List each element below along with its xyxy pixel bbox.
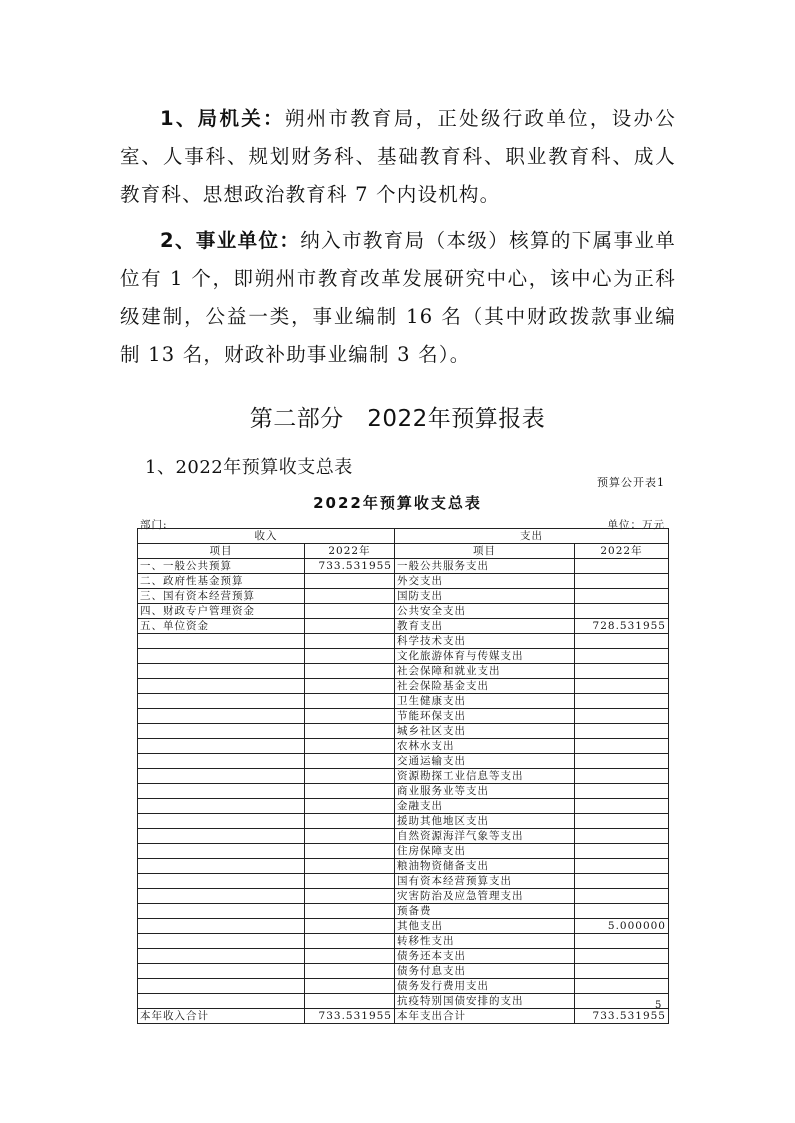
expense-value-cell bbox=[575, 574, 669, 589]
expense-item-cell: 金融支出 bbox=[395, 799, 575, 814]
income-item-cell bbox=[138, 934, 305, 949]
income-value-cell bbox=[305, 784, 395, 799]
income-item-cell bbox=[138, 829, 305, 844]
expense-item-cell: 节能环保支出 bbox=[395, 709, 575, 724]
table-row bbox=[138, 589, 669, 604]
income-item-cell: 五、单位资金 bbox=[138, 619, 305, 634]
income-total-label: 本年收入合计 bbox=[138, 1009, 305, 1024]
income-item-cell bbox=[138, 889, 305, 904]
income-value-cell bbox=[305, 664, 395, 679]
expense-value-cell bbox=[575, 874, 669, 889]
income-value-cell bbox=[305, 694, 395, 709]
sub-title: 1、2022年预算收支总表 bbox=[145, 457, 353, 478]
expense-item-cell: 科学技术支出 bbox=[395, 634, 575, 649]
paragraph-institution bbox=[120, 222, 676, 374]
income-value-cell: 733.531955 bbox=[305, 559, 395, 574]
expense-item-cell: 资源勘探工业信息等支出 bbox=[395, 769, 575, 784]
expense-value-cell: 728.531955 bbox=[575, 619, 669, 634]
expense-value-cell bbox=[575, 754, 669, 769]
income-item-cell bbox=[138, 664, 305, 679]
income-value-cell bbox=[305, 829, 395, 844]
income-value-cell bbox=[305, 934, 395, 949]
expense-item-cell: 债务发行费用支出 bbox=[395, 979, 575, 994]
unit-label: 单位：万元 bbox=[607, 519, 665, 531]
income-item-cell bbox=[138, 679, 305, 694]
expense-item-cell: 转移性支出 bbox=[395, 934, 575, 949]
income-item-cell bbox=[138, 919, 305, 934]
paragraph-institution-label: 2、事业单位： bbox=[160, 229, 301, 252]
expense-item-cell: 社会保障和就业支出 bbox=[395, 664, 575, 679]
table-row bbox=[138, 649, 669, 664]
expense-value-cell bbox=[575, 589, 669, 604]
expense-item-cell: 教育支出 bbox=[395, 619, 575, 634]
income-value-cell bbox=[305, 814, 395, 829]
table-number: 预算公开表1 bbox=[597, 476, 665, 489]
table-row bbox=[138, 634, 669, 649]
income-item-cell bbox=[138, 784, 305, 799]
expense-value-cell bbox=[575, 694, 669, 709]
expense-value-cell bbox=[575, 664, 669, 679]
expense-value-cell bbox=[575, 709, 669, 724]
expense-value-cell bbox=[575, 859, 669, 874]
expense-value-cell bbox=[575, 949, 669, 964]
income-value-cell bbox=[305, 889, 395, 904]
expense-value-cell bbox=[575, 814, 669, 829]
income-value-cell bbox=[305, 799, 395, 814]
table-row bbox=[138, 724, 669, 739]
income-item-cell bbox=[138, 754, 305, 769]
income-item-cell bbox=[138, 814, 305, 829]
table-row bbox=[138, 604, 669, 619]
income-item-cell bbox=[138, 844, 305, 859]
budget-table bbox=[137, 528, 669, 1024]
table-row bbox=[138, 679, 669, 694]
expense-value-cell bbox=[575, 979, 669, 994]
table-row bbox=[138, 799, 669, 814]
table-row bbox=[138, 844, 669, 859]
expense-item-cell: 卫生健康支出 bbox=[395, 694, 575, 709]
income-value-cell bbox=[305, 949, 395, 964]
expense-item-cell: 交通运输支出 bbox=[395, 754, 575, 769]
expense-header: 支出 bbox=[395, 529, 669, 544]
expense-item-cell: 预备费 bbox=[395, 904, 575, 919]
expense-value-cell bbox=[575, 799, 669, 814]
income-value-cell bbox=[305, 619, 395, 634]
expense-value-cell bbox=[575, 964, 669, 979]
paragraph-bureau-text: 朔州市教育局，正处级行政单位，设办公室、人事科、规划财务科、基础教育科、职业教育科、成人教育科、思想政治教育科 7 个内设机构。 bbox=[120, 107, 676, 206]
income-item-cell bbox=[138, 799, 305, 814]
table-row bbox=[138, 964, 669, 979]
expense-value-cell bbox=[575, 679, 669, 694]
table-row bbox=[138, 694, 669, 709]
expense-value-cell bbox=[575, 889, 669, 904]
table-row bbox=[138, 709, 669, 724]
expense-item-cell: 援助其他地区支出 bbox=[395, 814, 575, 829]
expense-item-cell: 国有资本经营预算支出 bbox=[395, 874, 575, 889]
expense-item-cell: 其他支出 bbox=[395, 919, 575, 934]
expense-item-cell: 住房保障支出 bbox=[395, 844, 575, 859]
income-value-cell bbox=[305, 679, 395, 694]
expense-item-cell: 农林水支出 bbox=[395, 739, 575, 754]
income-value-cell bbox=[305, 769, 395, 784]
expense-item-header: 项目 bbox=[395, 544, 575, 559]
income-item-cell bbox=[138, 724, 305, 739]
table-row bbox=[138, 814, 669, 829]
expense-value-cell bbox=[575, 904, 669, 919]
income-year-header: 2022年 bbox=[305, 544, 395, 559]
income-item-cell bbox=[138, 904, 305, 919]
income-item-cell bbox=[138, 859, 305, 874]
income-value-cell bbox=[305, 844, 395, 859]
expense-item-cell: 公共安全支出 bbox=[395, 604, 575, 619]
income-value-cell bbox=[305, 919, 395, 934]
table-row bbox=[138, 784, 669, 799]
income-value-cell bbox=[305, 634, 395, 649]
income-value-cell bbox=[305, 574, 395, 589]
expense-item-cell: 一般公共服务支出 bbox=[395, 559, 575, 574]
table-row bbox=[138, 994, 669, 1009]
expense-value-cell bbox=[575, 649, 669, 664]
income-item-cell: 四、财政专户管理资金 bbox=[138, 604, 305, 619]
table-row bbox=[138, 559, 669, 574]
page-number: 5 bbox=[655, 1000, 662, 1011]
income-value-cell bbox=[305, 709, 395, 724]
income-item-cell bbox=[138, 694, 305, 709]
expense-value-cell bbox=[575, 769, 669, 784]
table-row bbox=[138, 574, 669, 589]
table-title: 2022年预算收支总表 bbox=[313, 494, 482, 512]
table-row bbox=[138, 859, 669, 874]
table-row bbox=[138, 919, 669, 934]
income-item-cell bbox=[138, 964, 305, 979]
expense-total-value: 733.531955 bbox=[575, 1009, 669, 1024]
expense-item-cell: 债务还本支出 bbox=[395, 949, 575, 964]
paragraph-institution-text: 纳入市教育局（本级）核算的下属事业单位有 1 个，即朔州市教育改革发展研究中心，该中心为正科级建制，公益一类，事业编制 16 名（其中财政拨款事业编制 13 名，财政补助事业编制 3 名）。 bbox=[120, 229, 676, 366]
expense-value-cell bbox=[575, 634, 669, 649]
income-item-cell bbox=[138, 634, 305, 649]
expense-item-cell: 外交支出 bbox=[395, 574, 575, 589]
income-value-cell bbox=[305, 994, 395, 1009]
expense-value-cell bbox=[575, 829, 669, 844]
table-header-row-group bbox=[138, 529, 669, 544]
income-item-cell bbox=[138, 949, 305, 964]
budget-table-body bbox=[138, 559, 669, 1009]
expense-item-cell: 债务付息支出 bbox=[395, 964, 575, 979]
table-row bbox=[138, 664, 669, 679]
income-item-cell bbox=[138, 709, 305, 724]
expense-item-cell: 城乡社区支出 bbox=[395, 724, 575, 739]
income-item-header: 项目 bbox=[138, 544, 305, 559]
income-item-cell: 一、一般公共预算 bbox=[138, 559, 305, 574]
table-header-row bbox=[138, 544, 669, 559]
expense-value-cell bbox=[575, 739, 669, 754]
expense-item-cell: 灾害防治及应急管理支出 bbox=[395, 889, 575, 904]
income-header: 收入 bbox=[138, 529, 395, 544]
expense-item-cell: 文化旅游体育与传媒支出 bbox=[395, 649, 575, 664]
expense-item-cell: 粮油物资储备支出 bbox=[395, 859, 575, 874]
table-row bbox=[138, 619, 669, 634]
table-row bbox=[138, 934, 669, 949]
income-value-cell bbox=[305, 649, 395, 664]
expense-item-cell: 抗疫特别国债安排的支出 bbox=[395, 994, 575, 1009]
expense-item-cell: 社会保险基金支出 bbox=[395, 679, 575, 694]
department-label: 部门: bbox=[140, 519, 168, 531]
income-value-cell bbox=[305, 724, 395, 739]
expense-value-cell bbox=[575, 724, 669, 739]
income-value-cell bbox=[305, 904, 395, 919]
expense-value-cell bbox=[575, 784, 669, 799]
expense-item-cell: 国防支出 bbox=[395, 589, 575, 604]
income-value-cell bbox=[305, 859, 395, 874]
expense-year-header: 2022年 bbox=[575, 544, 669, 559]
table-row bbox=[138, 829, 669, 844]
income-item-cell bbox=[138, 979, 305, 994]
income-item-cell bbox=[138, 874, 305, 889]
table-row bbox=[138, 904, 669, 919]
income-value-cell bbox=[305, 604, 395, 619]
table-row bbox=[138, 769, 669, 784]
table-row bbox=[138, 874, 669, 889]
expense-item-cell: 自然资源海洋气象等支出 bbox=[395, 829, 575, 844]
expense-value-cell bbox=[575, 934, 669, 949]
paragraph-bureau bbox=[120, 100, 676, 214]
income-total-value: 733.531955 bbox=[305, 1009, 395, 1024]
income-item-cell: 三、国有资本经营预算 bbox=[138, 589, 305, 604]
income-value-cell bbox=[305, 589, 395, 604]
totals-row bbox=[138, 1009, 669, 1024]
expense-total-label: 本年支出合计 bbox=[395, 1009, 575, 1024]
table-row bbox=[138, 949, 669, 964]
table-row bbox=[138, 739, 669, 754]
income-value-cell bbox=[305, 739, 395, 754]
expense-value-cell bbox=[575, 604, 669, 619]
income-item-cell bbox=[138, 649, 305, 664]
table-row bbox=[138, 979, 669, 994]
income-item-cell bbox=[138, 769, 305, 784]
income-value-cell bbox=[305, 964, 395, 979]
income-value-cell bbox=[305, 979, 395, 994]
income-value-cell bbox=[305, 754, 395, 769]
income-item-cell bbox=[138, 994, 305, 1009]
table-row bbox=[138, 754, 669, 769]
expense-value-cell bbox=[575, 559, 669, 574]
income-item-cell: 二、政府性基金预算 bbox=[138, 574, 305, 589]
section-title: 第二部分 2022年预算报表 bbox=[249, 406, 546, 432]
paragraph-bureau-label: 1、局机关： bbox=[160, 107, 285, 130]
expense-item-cell: 商业服务业等支出 bbox=[395, 784, 575, 799]
income-item-cell bbox=[138, 739, 305, 754]
expense-value-cell: 5.000000 bbox=[575, 919, 669, 934]
expense-value-cell bbox=[575, 844, 669, 859]
table-row bbox=[138, 889, 669, 904]
income-value-cell bbox=[305, 874, 395, 889]
